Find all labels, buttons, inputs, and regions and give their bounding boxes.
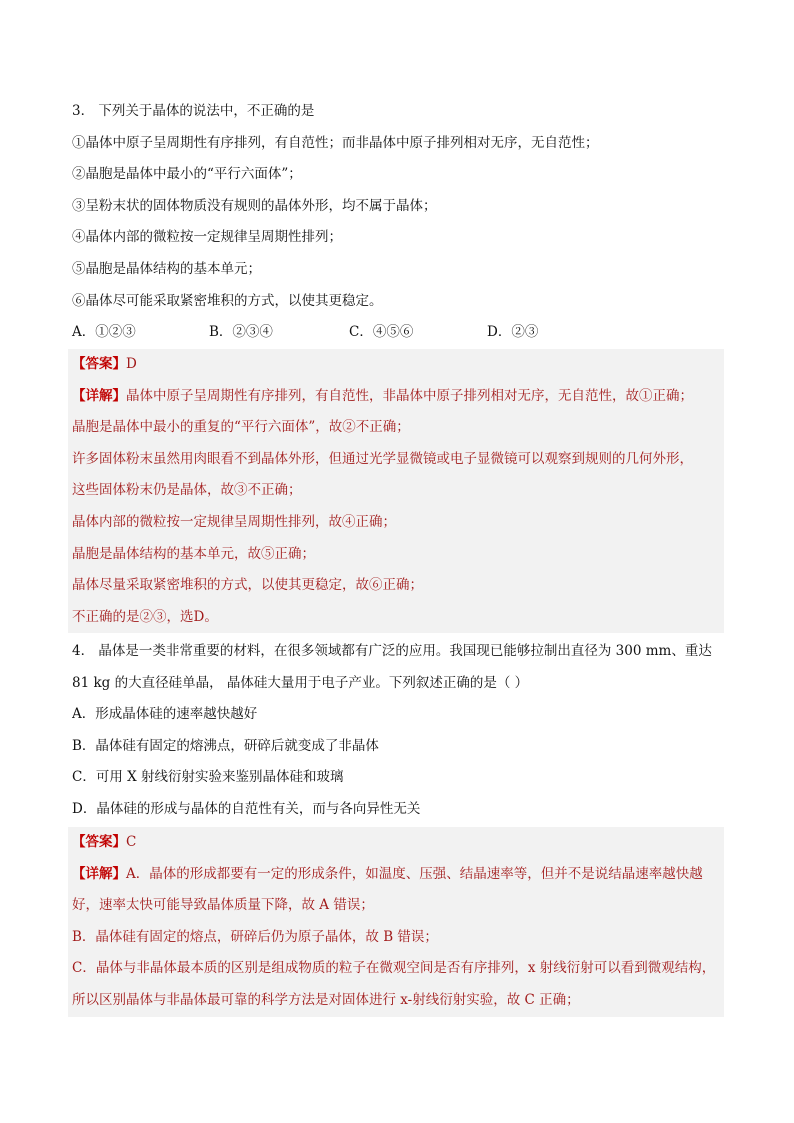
detail-line-7: 晶体尽量采取紧密堆积的方式，以使其更稳定，故⑥正确； xyxy=(72,577,423,594)
detail-tag: 【详解】 xyxy=(72,865,126,882)
question-stem-line-1: 4． 晶体是一类非常重要的材料，在很多领域都有广泛的应用。我国现已能够拉制出直径为 300 mm、重达 xyxy=(72,643,712,659)
detail-line-1 xyxy=(68,381,724,413)
question-stem: 3． 下列关于晶体的说法中，不正确的是 xyxy=(72,103,315,119)
statement-1: ①晶体中原子呈周期性有序排列，有自范性；而非晶体中原子排列相对无序，无自范性； xyxy=(72,134,599,151)
answer-value: C xyxy=(126,834,137,850)
question-4 xyxy=(72,636,724,826)
detail-line-6: 晶胞是晶体结构的基本单元，故⑤正确； xyxy=(72,545,315,562)
answer-line xyxy=(68,349,724,381)
answer-tag: 【答案】 xyxy=(72,356,126,372)
answer-section-4 xyxy=(68,827,724,1017)
statement-6: ⑥晶体尽可能采取紧密堆积的方式，以使其更稳定。 xyxy=(72,292,383,309)
detail-line-8: 不正确的是②③，选D。 xyxy=(72,608,218,625)
statement-4: ④晶体内部的微粒按一定规律呈周期性排列； xyxy=(72,229,342,246)
answer-tag: 【答案】 xyxy=(72,834,126,850)
detail-line-3: B．晶体硅有固定的熔点，研碎后仍为原子晶体，故 B 错误； xyxy=(72,928,438,945)
detail-line-2: 晶胞是晶体中最小的重复的“平行六面体”，故②不正确； xyxy=(72,419,410,436)
option-c: C．可用 X 射线衍射实验来鉴别晶体硅和玻璃 xyxy=(72,769,344,786)
answer-section-3 xyxy=(68,349,724,633)
detail-tag: 【详解】 xyxy=(72,387,126,404)
option-b: B．晶体硅有固定的熔沸点，研碎后就变成了非晶体 xyxy=(72,737,379,754)
detail-text: 晶体中原子呈周期性有序排列，有自范性，非晶体中原子排列相对无序，无自范性，故①正确； xyxy=(126,387,693,404)
option-a: A．①②③ xyxy=(72,324,136,341)
statement-2: ②晶胞是晶体中最小的“平行六面体”； xyxy=(72,166,302,183)
detail-line-3: 许多固体粉末虽然用肉眼看不到晶体外形，但通过光学显微镜或电子显微镜可以观察到规则的几何外形， xyxy=(72,450,693,467)
option-d: D．②③ xyxy=(487,324,539,341)
question-3 xyxy=(72,96,724,349)
option-d: D．晶体硅的形成与晶体的自范性有关，而与各向异性无关 xyxy=(72,800,421,817)
detail-line-5: 所以区别晶体与非晶体最可靠的科学方法是对固体进行 x-射线衍射实验，故 C 正确； xyxy=(72,991,580,1008)
statement-3: ③呈粉末状的固体物质没有规则的晶体外形，均不属于晶体； xyxy=(72,197,437,214)
question-stem-line-2: 81 kg 的大直径硅单晶， 晶体硅大量用于电子产业。下列叙述正确的是（ ） xyxy=(72,674,529,691)
detail-line-4: C．晶体与非晶体最本质的区别是组成物质的粒子在微观空间是否有序排列，x 射线衍射可以看到微观结构， xyxy=(72,960,716,977)
answer-line xyxy=(68,827,724,859)
answer-value: D xyxy=(126,356,137,372)
detail-text: A．晶体的形成都要有一定的形成条件，如温度、压强、结晶速率等，但并不是说结晶速率越快越 xyxy=(126,865,703,882)
statement-5: ⑤晶胞是晶体结构的基本单元； xyxy=(72,260,261,277)
answer-options xyxy=(72,317,724,349)
option-c: C．④⑤⑥ xyxy=(349,324,414,341)
detail-line-1 xyxy=(68,859,724,891)
detail-line-5: 晶体内部的微粒按一定规律呈周期性排列，故④正确； xyxy=(72,513,396,530)
detail-line-4: 这些固体粉末仍是晶体，故③不正确； xyxy=(72,482,302,499)
option-a: A．形成晶体硅的速率越快越好 xyxy=(72,706,258,723)
option-b: B．②③④ xyxy=(209,324,273,341)
detail-line-2: 好，速率太快可能导致晶体质量下降，故 A 错误； xyxy=(72,897,374,914)
